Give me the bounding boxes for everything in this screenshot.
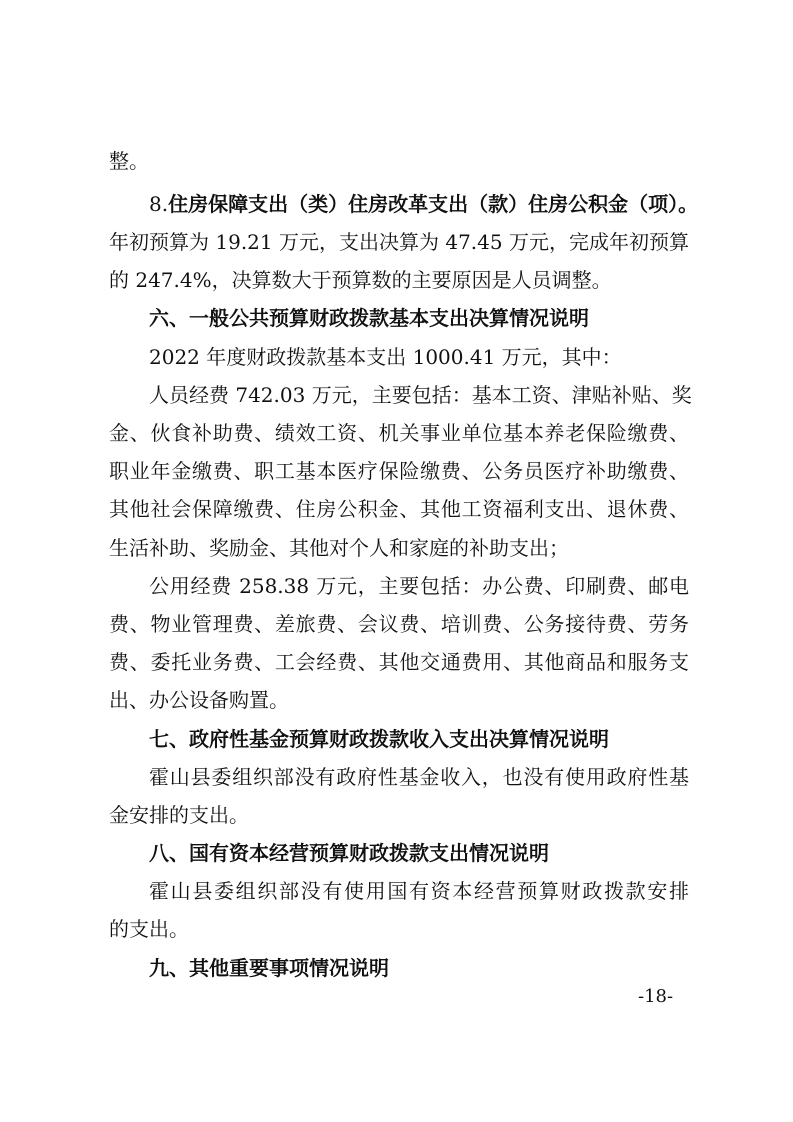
item-8-heading — [149, 186, 699, 222]
paragraph-line: 出、办公设备购置。 — [109, 688, 289, 712]
paragraph-line: 霍山县委组织部没有使用国有资本经营预算财政拨款安排 — [149, 879, 689, 903]
paragraph-line: 2022 年度财政拨款基本支出 1000.41 万元，其中： — [149, 345, 622, 369]
paragraph-line: 公用经费 258.38 万元，主要包括：办公费、印刷费、邮电 — [149, 574, 689, 598]
section-8-heading: 八、国有资本经营预算财政拨款支出情况说明 — [149, 841, 549, 865]
paragraph-line: 费、委托业务费、工会经费、其他交通费用、其他商品和服务支 — [109, 650, 689, 674]
paragraph-line: 的 247.4%，决算数大于预算数的主要原因是人员调整。 — [109, 268, 612, 292]
paragraph-line: 金、伙食补助费、绩效工资、机关事业单位基本养老保险缴费、 — [109, 421, 689, 445]
paragraph-line: 年初预算为 19.21 万元，支出决算为 47.45 万元，完成年初预算 — [109, 230, 689, 254]
section-6-heading: 六、一般公共预算财政拨款基本支出决算情况说明 — [149, 306, 589, 330]
item-8-number: 8. — [149, 192, 169, 216]
paragraph-line: 人员经费 742.03 万元，主要包括：基本工资、津贴补贴、奖 — [149, 383, 692, 407]
section-7-heading: 七、政府性基金预算财政拨款收入支出决算情况说明 — [149, 727, 609, 751]
item-8-title: 住房保障支出（类）住房改革支出（款）住房公积金（项）。 — [168, 192, 699, 216]
paragraph-line: 其他社会保障缴费、住房公积金、其他工资福利支出、退休费、 — [109, 497, 689, 521]
page-number: -18- — [638, 986, 674, 1007]
paragraph-line: 金安排的支出。 — [109, 803, 249, 827]
paragraph-line: 费、物业管理费、差旅费、会议费、培训费、公务接待费、劳务 — [109, 612, 689, 636]
paragraph-line: 生活补助、奖励金、其他对个人和家庭的补助支出； — [109, 536, 569, 560]
paragraph-line: 霍山县委组织部没有政府性基金收入，也没有使用政府性基 — [149, 765, 689, 789]
paragraph-line: 的支出。 — [109, 917, 189, 941]
section-9-heading: 九、其他重要事项情况说明 — [149, 956, 389, 980]
paragraph-line: 整。 — [109, 149, 149, 173]
paragraph-line: 职业年金缴费、职工基本医疗保险缴费、公务员医疗补助缴费、 — [109, 459, 689, 483]
